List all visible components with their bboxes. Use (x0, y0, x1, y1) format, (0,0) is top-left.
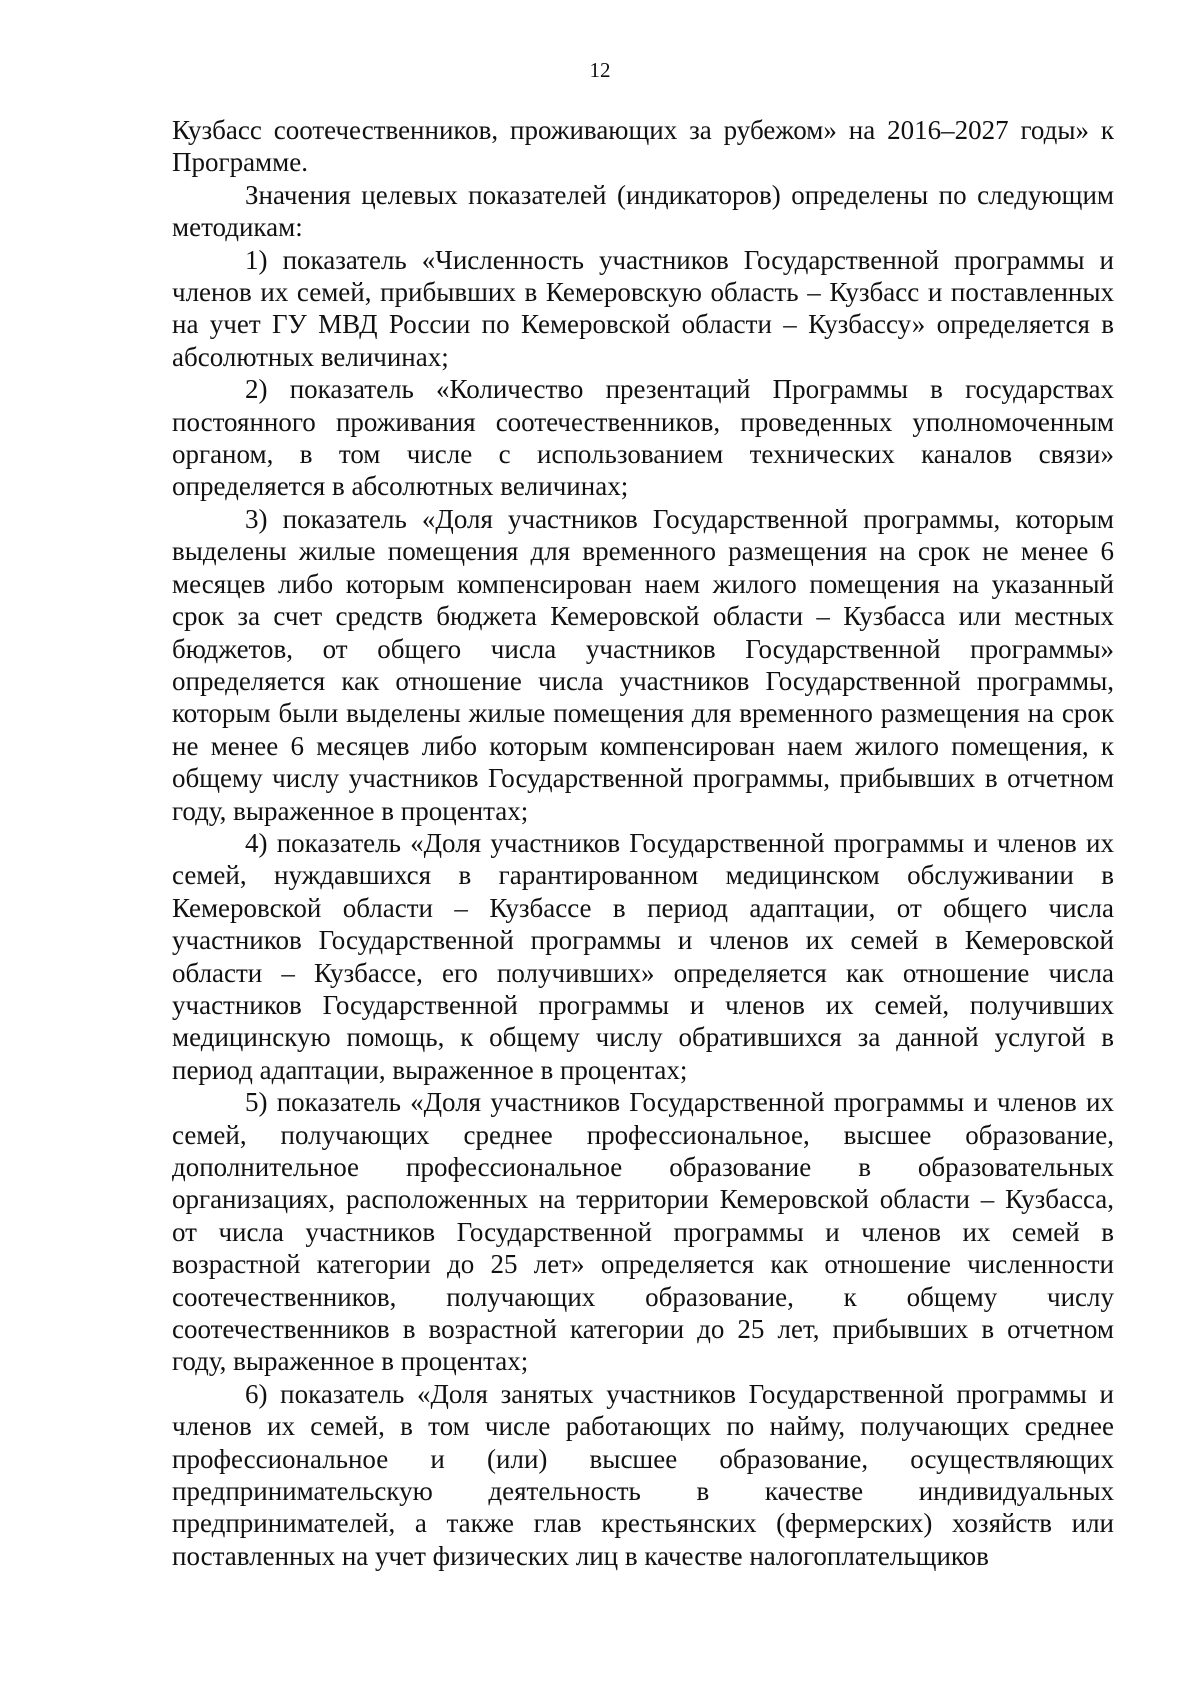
paragraph-indicator-3: 3) показатель «Доля участников Государственной программы, которым выделены жилые помещения для временного размещения на срок не менее 6 месяцев либо которым компенсирован наем жилого помещения на указанный срок за счет средств бюджета Кемеровской области – Кузбасса или местных бюджетов, от общего числа участников Государственной программы» определяется как отношение числа участников Государственной программы, которым были выделены жилые помещения для временного размещения на срок не менее 6 месяцев либо которым компенсирован наем жилого помещения, к общему числу участников Государственной программы, прибывших в отчетном году, выраженное в процентах; (172, 503, 1114, 826)
paragraph-indicator-5: 5) показатель «Доля участников Государственной программы и членов их семей, получающих среднее профессиональное, высшее образование, дополнительное профессиональное образование в образовательных организациях, расположенных на территории Кемеровской области – Кузбасса, от числа участников Государственной программы и членов их семей в возрастной категории до 25 лет» определяется как отношение численности соотечественников, получающих образование, к общему числу соотечественников в возрастной категории до 25 лет, прибывших в отчетном году, выраженное в процентах; (172, 1087, 1114, 1377)
page-number: 12 (589, 58, 611, 82)
document-body (172, 114, 1114, 1572)
paragraph-indicator-2: 2) показатель «Количество презентаций Программы в государствах постоянного проживания соотечественников, проведенных уполномоченным органом, в том числе с использованием технических каналов связи» определяется в абсолютных величинах; (172, 374, 1114, 502)
paragraph-indicator-4: 4) показатель «Доля участников Государственной программы и членов их семей, нуждавшихся в гарантированном медицинском обслуживании в Кемеровской области – Кузбассе в период адаптации, от общего числа участников Государственной программы и членов их семей в Кемеровской области – Кузбассе, его получивших» определяется как отношение числа участников Государственной программы и членов их семей, получивших медицинскую помощь, к общему числу обратившихся за данной услугой в период адаптации, выраженное в процентах; (172, 827, 1114, 1085)
paragraph-indicator-1: 1) показатель «Численность участников Государственной программы и членов их семей, прибывших в Кемеровскую область – Кузбасс и поставленных на учет ГУ МВД России по Кемеровской области – Кузбассу» определяется в абсолютных величинах; (172, 244, 1114, 372)
paragraph-indicator-6: 6) показатель «Доля занятых участников Государственной программы и членов их семей, в том числе работающих по найму, получающих среднее профессиональное и (или) высшее образование, осуществляющих предпринимательскую деятельность в качестве индивидуальных предпринимателей, а также глав крестьянских (фермерских) хозяйств или поставленных на учет физических лиц в качестве налогоплательщиков (172, 1378, 1114, 1571)
paragraph-intro: Значения целевых показателей (индикаторов) определены по следующим методикам: (172, 179, 1114, 243)
paragraph-continuation: Кузбасс соотечественников, проживающих за рубежом» на 2016–2027 годы» к Программе. (172, 115, 1114, 178)
